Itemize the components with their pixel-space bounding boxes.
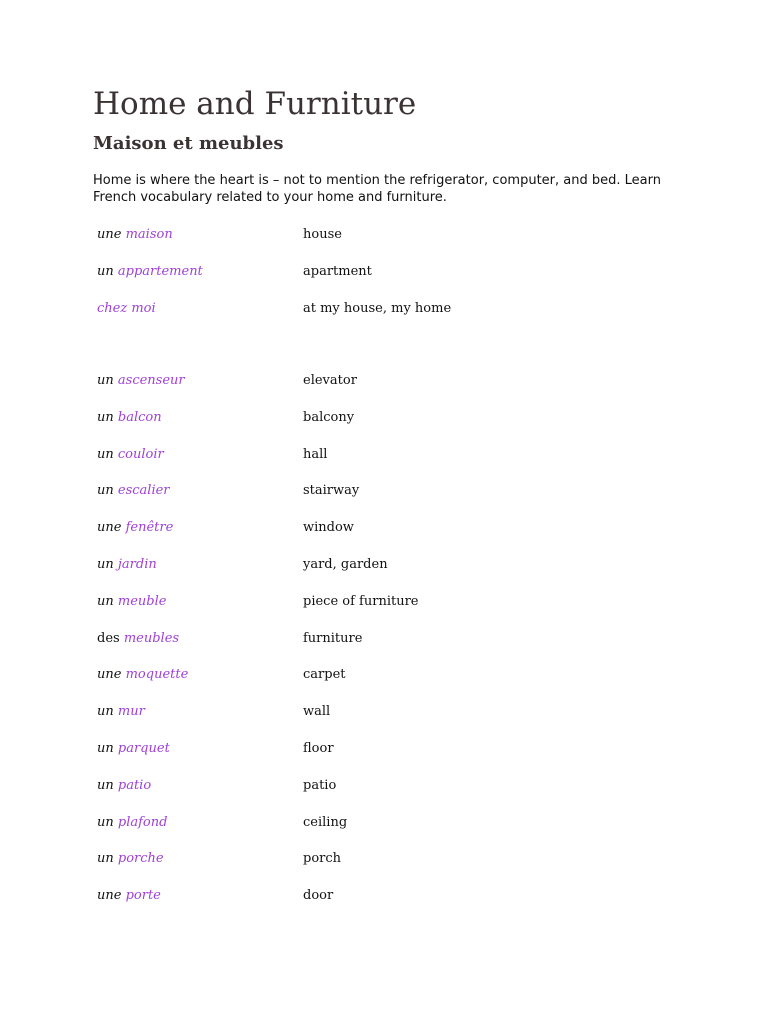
french-word: escalier (117, 483, 170, 499)
french-article: une (97, 667, 122, 683)
french-article: un (97, 704, 114, 720)
french-article: un (97, 373, 114, 388)
vocab-row (0, 518, 768, 538)
french-word: plafond (117, 814, 168, 830)
french-word: porte (125, 888, 161, 904)
french-term (97, 518, 173, 538)
french-article: un (97, 777, 114, 793)
french-word: parquet (117, 741, 170, 756)
english-translation: stairway (303, 483, 360, 499)
french-word: porche (117, 851, 164, 867)
french-term (97, 776, 151, 796)
vocab-row (0, 776, 768, 796)
vocab-row (0, 849, 768, 869)
french-article: une (97, 227, 122, 242)
english-translation: house (303, 227, 342, 242)
vocab-row (0, 739, 768, 759)
french-term (97, 445, 164, 465)
french-article: un (97, 851, 114, 867)
french-word: balcon (117, 409, 162, 425)
vocab-row (0, 592, 768, 612)
french-article: une (97, 520, 122, 536)
french-term (97, 481, 170, 501)
french-article: un (97, 593, 114, 609)
page-subtitle: Maison et meubles (93, 133, 284, 154)
french-article: un (97, 409, 114, 425)
french-word: maison (125, 227, 173, 242)
french-term (97, 592, 166, 612)
french-word: meubles (123, 630, 180, 646)
french-term (97, 886, 161, 906)
english-translation: wall (303, 704, 331, 720)
english-translation: at my house, my home (303, 300, 452, 316)
french-article: une (97, 888, 122, 904)
french-article: un (97, 814, 114, 830)
french-word: ascenseur (117, 373, 185, 388)
french-article: un (97, 483, 114, 499)
french-term (97, 408, 162, 428)
english-translation: apartment (303, 263, 372, 279)
french-term (97, 665, 188, 685)
english-translation: elevator (303, 373, 357, 388)
french-word: fenêtre (125, 520, 174, 536)
french-article: un (97, 557, 114, 572)
page-title: Home and Furniture (93, 86, 417, 122)
vocab-row (0, 225, 768, 245)
french-word: chez moi (97, 300, 156, 316)
vocab-row (0, 371, 768, 391)
vocab-row (0, 555, 768, 575)
vocab-row (0, 702, 768, 722)
french-word: mur (117, 704, 145, 720)
french-term (97, 371, 185, 391)
english-translation: ceiling (303, 814, 348, 830)
french-term (97, 702, 145, 722)
french-term (97, 813, 167, 833)
english-translation: furniture (303, 630, 363, 646)
english-translation: window (303, 520, 354, 536)
french-word: moquette (125, 667, 189, 683)
french-word: couloir (117, 446, 164, 462)
french-word: appartement (117, 263, 203, 279)
vocab-row (0, 262, 768, 282)
french-term (97, 262, 203, 282)
vocab-row (0, 813, 768, 833)
vocab-row (0, 408, 768, 428)
french-article: un (97, 263, 114, 279)
vocab-row (0, 445, 768, 465)
french-term (97, 739, 170, 759)
english-translation: floor (303, 741, 334, 756)
french-term (97, 849, 164, 869)
french-term (97, 629, 179, 649)
french-term (97, 225, 173, 245)
vocab-row (0, 886, 768, 906)
english-translation: door (303, 888, 334, 904)
french-article: des (97, 630, 120, 646)
french-term (97, 555, 157, 575)
english-translation: piece of furniture (303, 593, 419, 609)
english-translation: carpet (303, 667, 346, 683)
vocab-row (0, 481, 768, 501)
intro-paragraph: Home is where the heart is – not to mention the refrigerator, computer, and bed. Learn French vocabulary related to your home and furniture. (93, 173, 661, 205)
vocab-row (0, 299, 768, 319)
english-translation: porch (303, 851, 342, 867)
vocab-row (0, 629, 768, 649)
french-article: un (97, 446, 114, 462)
english-translation: patio (303, 777, 337, 793)
english-translation: yard, garden (303, 557, 388, 572)
english-translation: hall (303, 446, 328, 462)
french-word: jardin (117, 557, 157, 572)
vocab-row (0, 665, 768, 685)
french-word: meuble (117, 593, 167, 609)
english-translation: balcony (303, 409, 355, 425)
french-article: un (97, 741, 114, 756)
french-word: patio (117, 777, 152, 793)
french-term (97, 299, 156, 319)
